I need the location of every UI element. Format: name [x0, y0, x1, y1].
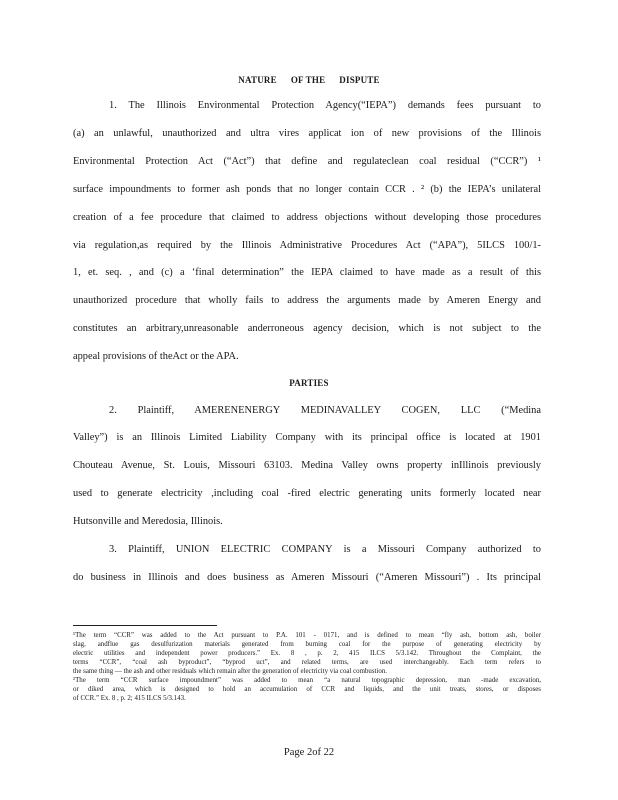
paragraph-line: Hutsonville and Meredosia, Illinois. — [73, 516, 223, 527]
footnote-line: of CCR.” Ex. 8 , p. 2; 415 ILCS 5/3.143. — [73, 695, 186, 702]
paragraph-line: Chouteau Avenue, St. Louis, Missouri 63103. Medina Valley owns property inIllinois previously — [73, 460, 541, 471]
heading-word-dispute: DISPUTE — [339, 75, 380, 85]
paragraph-line: 3. Plaintiff, UNION ELECTRIC COMPANY is a Missouri Company authorized to — [109, 544, 541, 555]
footnote-separator — [73, 625, 217, 626]
section-heading-nature-of-dispute — [0, 75, 618, 85]
heading-word-nature: NATURE — [238, 75, 277, 85]
footnote-line: terms “CCR”, “coal ash byproduct”, “byprod uct”, and related terms, are used interchangeably. Each term refers to — [73, 659, 541, 666]
footnote-line: ¹The term “CCR” was added to the Act pursuant to P.A. 101 - 0171, and is defined to mean “fly ash, bottom ash, boiler — [73, 632, 541, 639]
paragraph-line: 1, et. seq. , and (c) a ‘final determination” the IEPA claimed to have made as a result of this — [73, 267, 541, 278]
paragraph-line: surface impoundments to former ash ponds that no longer contain CCR . ² (b) the IEPA’s unilateral — [73, 184, 541, 195]
paragraph-line: constitutes an arbitrary,unreasonable anderroneous agency decision, which is not subject to the — [73, 323, 541, 334]
paragraph-line: Valley”) is an Illinois Limited Liability Company with its principal office is located at 1901 — [73, 432, 541, 443]
page-number: Page 2of 22 — [283, 747, 335, 758]
footnote-line: the same thing — the ash and other residuals which remain after the generation of electricity via coal combustion. — [73, 668, 387, 675]
footnote-line: or diked area, which is designed to hold an accumulation of CCR and liquids, and the unit treats, stores, or disposes — [73, 686, 541, 693]
paragraph-line: via regulation,as required by the Illinois Administrative Procedures Act (“APA”), 5ILCS 100/1- — [73, 240, 541, 251]
paragraph-line: (a) an unlawful, unauthorized and ultra vires applicat ion of new provisions of the Illinois — [73, 128, 541, 139]
paragraph-line: used to generate electricity ,including coal -fired electric generating units formerly located near — [73, 488, 541, 499]
paragraph-line: do business in Illinois and does business as Ameren Missouri (“Ameren Missouri”) . Its principal — [73, 572, 541, 583]
paragraph-line: unauthorized procedure that wholly fails to address the arguments made by Ameren Energy and — [73, 295, 541, 306]
paragraph-line: appeal provisions of theAct or the APA. — [73, 351, 239, 362]
paragraph-line: Environmental Protection Act (“Act”) that define and regulateclean coal residual (“CCR”) ¹ — [73, 156, 541, 167]
paragraph-line: 1. The Illinois Environmental Protection Agency(“IEPA”) demands fees pursuant to — [109, 100, 541, 111]
footnote-line: slag, andflue gas desulfurization materials generated from burning coal for the purpose of generating electricity by — [73, 641, 541, 648]
paragraph-line: 2. Plaintiff, AMERENENERGY MEDINAVALLEY COGEN, LLC (“Medina — [109, 405, 541, 416]
footnote-line: electric utilities and independent power producers.” Ex. 8 , p. 2, 415 ILCS 5/3.142. Throughout the Complaint, the — [73, 650, 541, 657]
section-heading-parties: PARTIES — [289, 378, 329, 388]
footnote-line: ²The term “CCR surface impoundment” was added to mean “a natural topographic depression, man -made excavation, — [73, 677, 541, 684]
paragraph-line: creation of a fee procedure that claimed to address objections without developing those procedures — [73, 212, 541, 223]
heading-word-of-the: OF THE — [290, 75, 326, 85]
